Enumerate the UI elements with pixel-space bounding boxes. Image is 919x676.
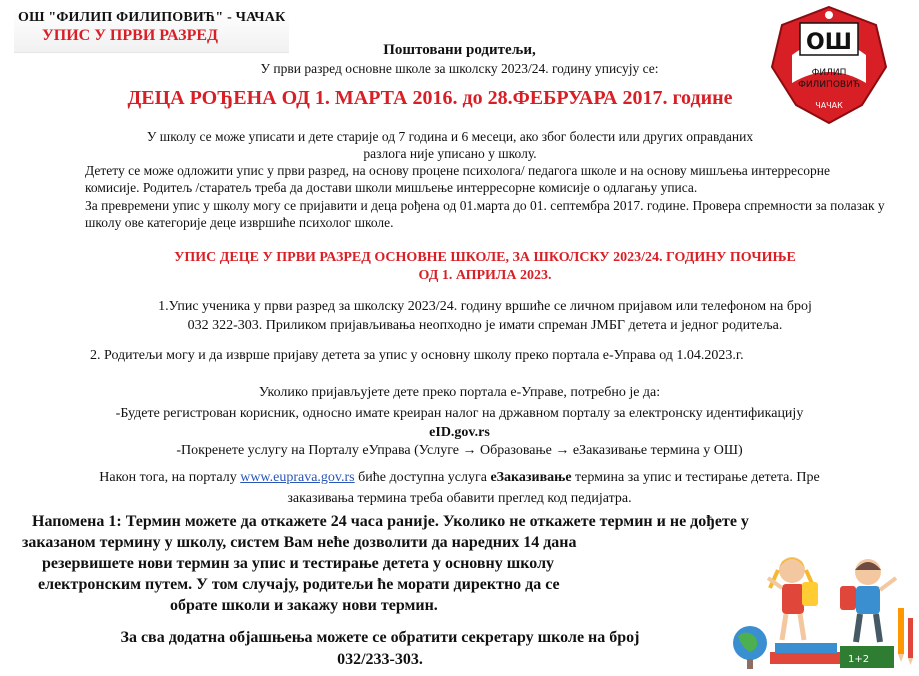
greeting: Поштовани родитељи,	[383, 42, 536, 58]
para1-line2: разлога није уписано у школу.	[363, 146, 537, 161]
para1-line1: У школу се може уписати и дете старије од 7 година и 6 месеци, ако због болести или других оправданих	[146, 129, 754, 144]
older-children-paragraph	[70, 128, 830, 162]
contact-info	[30, 627, 730, 671]
enrollment-title: УПИС У ПРВИ РАЗРЕД	[42, 27, 219, 44]
after-line2: заказивања термина треба обавити преглед код педијатра.	[287, 491, 632, 506]
early-enrollment-paragraph: За превремени упис у школу могу се пријавити и деца рођена од 01.марта до 01. септембра 2017. године. Провера спремности за полазак у школу ове категорије деце извршиће психолог школе.	[85, 198, 885, 230]
note-line1: Напомена 1: Термин можете да откажете 24 часа раније. Уколико не откажете термин и не дођете у	[32, 513, 749, 530]
portal-intro: Уколико пријављујете дете преко портала е-Управе, потребно је да:	[258, 385, 661, 400]
note-line3: резервишете нови термин за упис и тестирање детета у основну школу	[42, 555, 555, 572]
intro-text: У први разред основне школе за школску 2023/24. годину уписују се:	[260, 61, 659, 76]
step-1	[95, 297, 875, 335]
service-name: еЗаказивање	[490, 470, 572, 485]
requirement-1	[0, 404, 919, 442]
after-registration-text	[0, 467, 919, 509]
after-mid: биће доступна услуга	[354, 470, 491, 485]
after-line1	[0, 467, 919, 488]
after-suffix: термина за упис и тестирање детета. Пре	[571, 470, 820, 485]
step1-line1: 1.Упис ученика у први разред за школску 2023/24. годину вршиће се личном пријавом или телефоном на број	[158, 299, 812, 314]
euprava-link[interactable]: www.euprava.gov.rs	[240, 470, 355, 485]
postponement-paragraph: Детету се може одложити упис у први разред, на основу процене психолога/ педагога школе и на основу мишљења интерресорне комисије. Родитељ /старатељ треба да достави школи мишљење интерресорне комисије о одлагању уписа.	[85, 163, 830, 195]
req1-line1: -Будете регистрован корисник, односно имате креиран налог на државном порталу за електронску идентификацију	[115, 406, 804, 421]
school-children-illustration	[730, 548, 916, 674]
logo-name-2: ФИЛИПОВИЋ	[798, 80, 860, 90]
birth-range-heading: ДЕЦА РОЂЕНА ОД 1. МАРТА 2016. до 28.ФЕБРУАРА 2017. године	[127, 87, 733, 109]
start-notice-line2: ОД 1. АПРИЛА 2023.	[418, 268, 552, 283]
contact-line1: За сва додатна објашњења можете се обратити секретару школе на број	[120, 629, 640, 646]
requirement-2: -Покренете услугу на Порталу еУправа (Услуге → Образовање → еЗаказивање термина у ОШ)	[176, 443, 743, 458]
note-line4: електронским путем. У том случају, родитељи ће морати директно да се	[38, 576, 560, 593]
eid-domain: eID.gov.rs	[429, 425, 490, 440]
step-2: 2. Родитељи могу и да изврше пријаву детета за упис у основну школу преко портала е-Управа од 1.04.2023.г.	[90, 348, 744, 363]
after-prefix: Након тога, на порталу	[99, 470, 241, 485]
note-line2: заказаном термину у школу, систем Вам неће дозволити да наредних 14 дана	[22, 534, 577, 551]
svg-text:1+2: 1+2	[848, 654, 870, 665]
school-name: ОШ "ФИЛИП ФИЛИПОВИЋ" - ЧАЧАК	[18, 10, 286, 25]
start-notice-line1: УПИС ДЕЦЕ У ПРВИ РАЗРЕД ОСНОВНЕ ШКОЛЕ, ЗА ШКОЛСКУ 2023/24. ГОДИНУ ПОЧИЊЕ	[174, 250, 796, 265]
enrollment-start-notice	[95, 249, 875, 285]
logo-city: ЧАЧАК	[815, 101, 843, 110]
note-line5: обрате школи и закажу нови термин.	[170, 597, 438, 614]
logo-initials: ОШ	[806, 30, 852, 55]
logo-name-1: ФИЛИП	[811, 68, 847, 78]
contact-phone: 032/233-303.	[337, 651, 423, 668]
step1-line2: 032 322-303. Приликом пријављивања неопходно је имати спреман ЈМБГ детета и једног родитеља.	[187, 318, 783, 333]
